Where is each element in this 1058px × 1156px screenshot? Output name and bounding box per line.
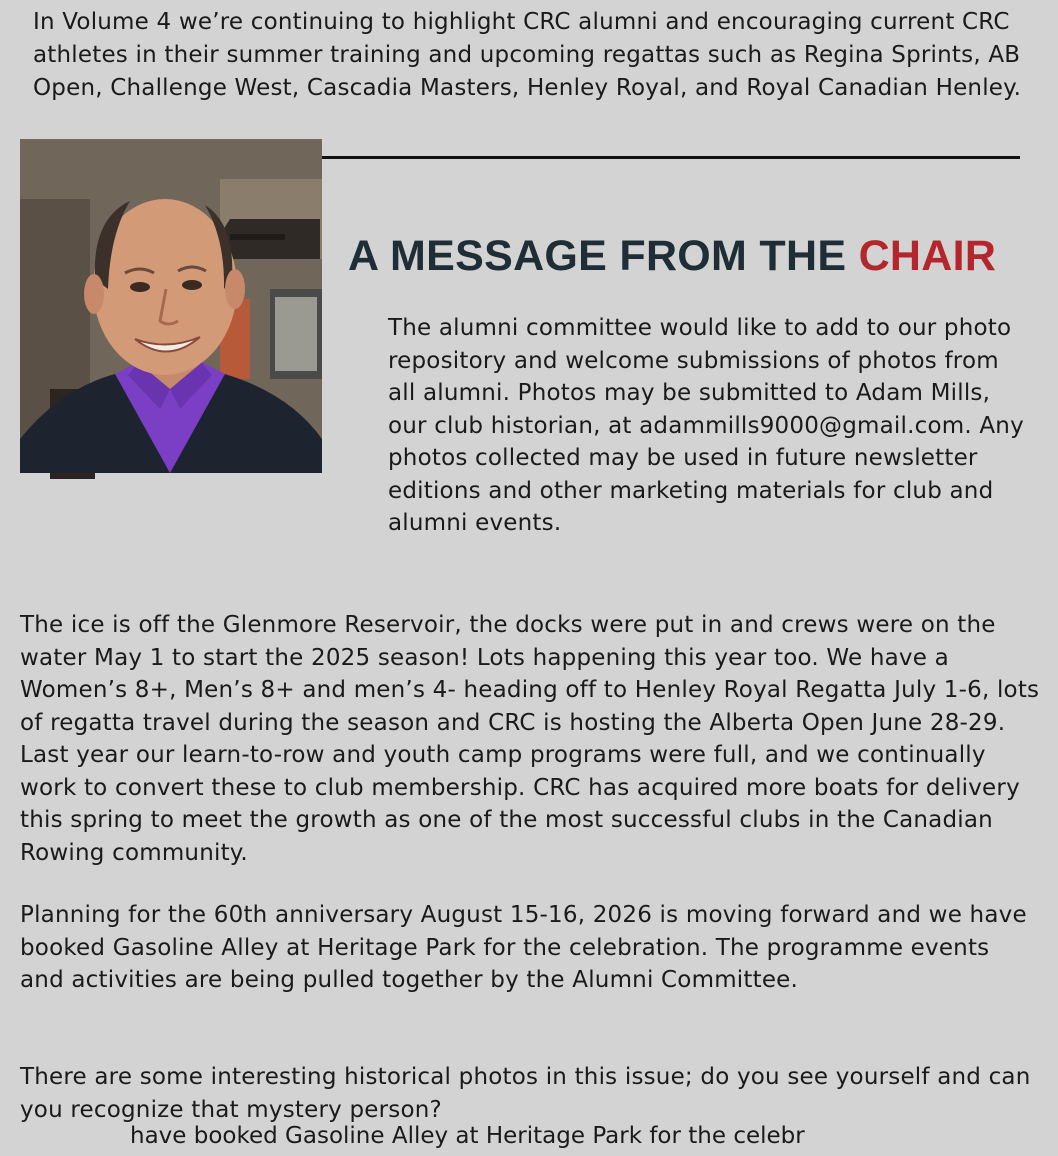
chair-heading-accent: CHAIR <box>858 232 997 280</box>
chair-photo <box>20 179 322 473</box>
body-paragraph-photos: There are some interesting historical photos in this issue; do you see yourself and can you recognize that mystery person? <box>20 1064 1031 1123</box>
body-paragraph-anniversary: Planning for the 60th anniversary August 15-16, 2026 is moving forward and we have booked Gasoline Alley at Heritage Park for the celebration. The programme events and activities are being pulled together by the Alumni Committee. <box>20 902 1027 993</box>
chair-photo-oval <box>20 139 322 473</box>
chair-heading <box>348 230 996 282</box>
cutoff-text-line <box>130 1123 1030 1149</box>
chair-portrait-illustration <box>20 139 322 473</box>
cutoff-text: have booked Gasoline Alley at Heritage Park for the celebr <box>130 1123 805 1149</box>
chair-heading-main: A MESSAGE FROM THE <box>348 232 859 280</box>
chair-message: The alumni committee would like to add to our photo repository and welcome submissions of photos from all alumni. Photos may be submitted to Adam Mills, our club historian, at adammills9000@gmail.com. Any photos collected may be used in future newsletter editions and other marketing materials for club and alumni events. <box>388 315 1024 536</box>
body-paragraph-season: The ice is off the Glenmore Reservoir, the docks were put in and crews were on the water May 1 to start the 2025 season! Lots happening this year too. We have a Women’s 8+, Men’s 8+ and men’s 4- heading off to Henley Royal Regatta July 1-6, lots of regatta travel during the season and CRC is hosting the Alberta Open June 28-29. Last year our learn-to-row and youth camp programs were full, and we continually work to convert these to club membership. CRC has acquired more boats for delivery this spring to meet the growth as one of the most successful clubs in the Canadian Rowing community. <box>20 612 1040 866</box>
intro-paragraph: In Volume 4 we’re continuing to highlight CRC alumni and encouraging current CRC athletes in their summer training and upcoming regattas such as Regina Sprints, AB Open, Challenge West, Cascadia Masters, Henley Royal, and Royal Canadian Henley. <box>33 9 1022 101</box>
